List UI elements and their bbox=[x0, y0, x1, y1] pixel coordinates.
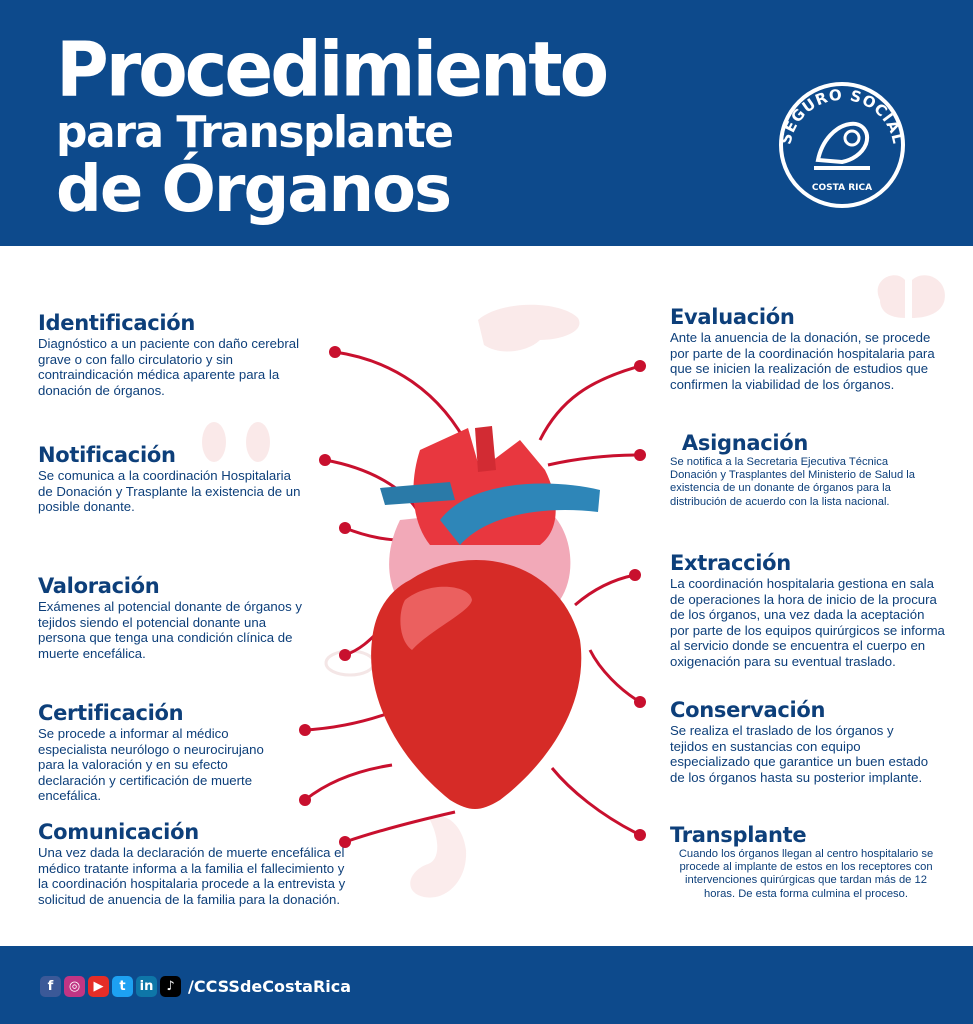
step-title: Certificación bbox=[38, 701, 184, 725]
step-text: Ante la anuencia de la donación, se procede por parte de la coordinación hospitalaria para que se inicien la realización de estudios que confirmen la viabilidad de los órganos. bbox=[670, 330, 935, 392]
facebook-icon[interactable]: f bbox=[40, 976, 61, 997]
svg-text:COSTA RICA: COSTA RICA bbox=[811, 183, 873, 193]
step-certificacion bbox=[38, 700, 278, 804]
step-title: Asignación bbox=[681, 431, 809, 455]
step-asignacion bbox=[670, 430, 932, 509]
page-title-line-1: Procedimiento bbox=[56, 25, 607, 114]
step-identificacion bbox=[38, 310, 328, 398]
heart-icon bbox=[371, 426, 600, 809]
stomach-watermark-icon bbox=[410, 816, 466, 897]
step-title: Transplante bbox=[670, 823, 807, 847]
liver-watermark-icon bbox=[478, 305, 579, 352]
step-title: Extracción bbox=[670, 551, 791, 575]
step-text: Cuando los órganos llegan al centro hospitalario se procede al implante de estos en los receptores con intervenciones quirúrgicas que tardan más de 12 horas. De esta forma culmina el proceso. bbox=[678, 848, 934, 900]
step-title: Identificación bbox=[38, 311, 196, 335]
page-title-line-2: para Transplante bbox=[56, 107, 453, 158]
step-comunicacion bbox=[38, 819, 348, 907]
step-valoracion bbox=[38, 573, 310, 661]
linkedin-icon[interactable]: in bbox=[136, 976, 157, 997]
social-handle[interactable]: /CCSSdeCostaRica bbox=[188, 977, 352, 996]
step-text: Se realiza el traslado de los órganos y tejidos en sustancias con equipo especializado que garantice un buen estado de los órganos hasta su posterior implante. bbox=[670, 723, 929, 785]
step-text: La coordinación hospitalaria gestiona en sala de operaciones la hora de inicio de la procura de los órganos, una vez dada la aceptación por parte de los equipos quirúrgicos se informa al servicio donde se encuentra el cuerpo en oxigenación para su eventual traslado. bbox=[670, 576, 945, 669]
seguro-social-logo bbox=[766, 82, 918, 208]
step-text: Exámenes al potencial donante de órganos y tejidos siendo el potencial donante una persona que tenga una condición clínica de muerte encefálica. bbox=[38, 599, 302, 661]
youtube-icon[interactable]: ▶ bbox=[88, 976, 109, 997]
step-text: Se procede a informar al médico especialista neurólogo o neurocirujano para la valoración y en su efecto declaración y certificación de muerte encefálica. bbox=[38, 726, 264, 804]
twitter-icon[interactable]: t bbox=[112, 976, 133, 997]
step-text: Se notifica a la Secretaria Ejecutiva Técnica Donación y Trasplantes del Ministerio de Salud la existencia de un donante de órganos para la distribución de acuerdo con la lista nacional. bbox=[670, 456, 916, 508]
step-notificacion bbox=[38, 442, 308, 515]
step-title: Notificación bbox=[38, 443, 176, 467]
infographic-body bbox=[0, 246, 973, 946]
step-title: Conservación bbox=[670, 698, 826, 722]
step-text: Una vez dada la declaración de muerte encefálica el médico tratante informa a la familia el fallecimiento y la coordinación hospitalaria procede a la entrevista y solicitud de anuencia de la familia para la donación. bbox=[38, 845, 346, 907]
instagram-icon[interactable]: ◎ bbox=[64, 976, 85, 997]
step-extraccion bbox=[670, 550, 945, 670]
step-title: Comunicación bbox=[38, 820, 199, 844]
header-banner bbox=[0, 0, 973, 246]
step-title: Evaluación bbox=[670, 305, 795, 329]
svg-text:SEGURO SOCIAL: SEGURO SOCIAL bbox=[776, 85, 908, 147]
step-text: Se comunica a la coordinación Hospitalaria de Donación y Trasplante la existencia de un posible donante. bbox=[38, 468, 301, 515]
step-evaluacion bbox=[670, 304, 940, 392]
step-title: Valoración bbox=[38, 574, 160, 598]
step-transplante bbox=[670, 822, 942, 901]
footer-bar bbox=[0, 946, 973, 1024]
step-text: Diagnóstico a un paciente con daño cerebral grave o con fallo circulatorio y sin contraindicación médica aparente para la donación de órganos. bbox=[38, 336, 299, 398]
page-title-line-3: de Órganos bbox=[56, 153, 451, 227]
step-conservacion bbox=[670, 697, 935, 785]
tiktok-icon[interactable]: ♪ bbox=[160, 976, 181, 997]
social-links bbox=[40, 976, 351, 997]
